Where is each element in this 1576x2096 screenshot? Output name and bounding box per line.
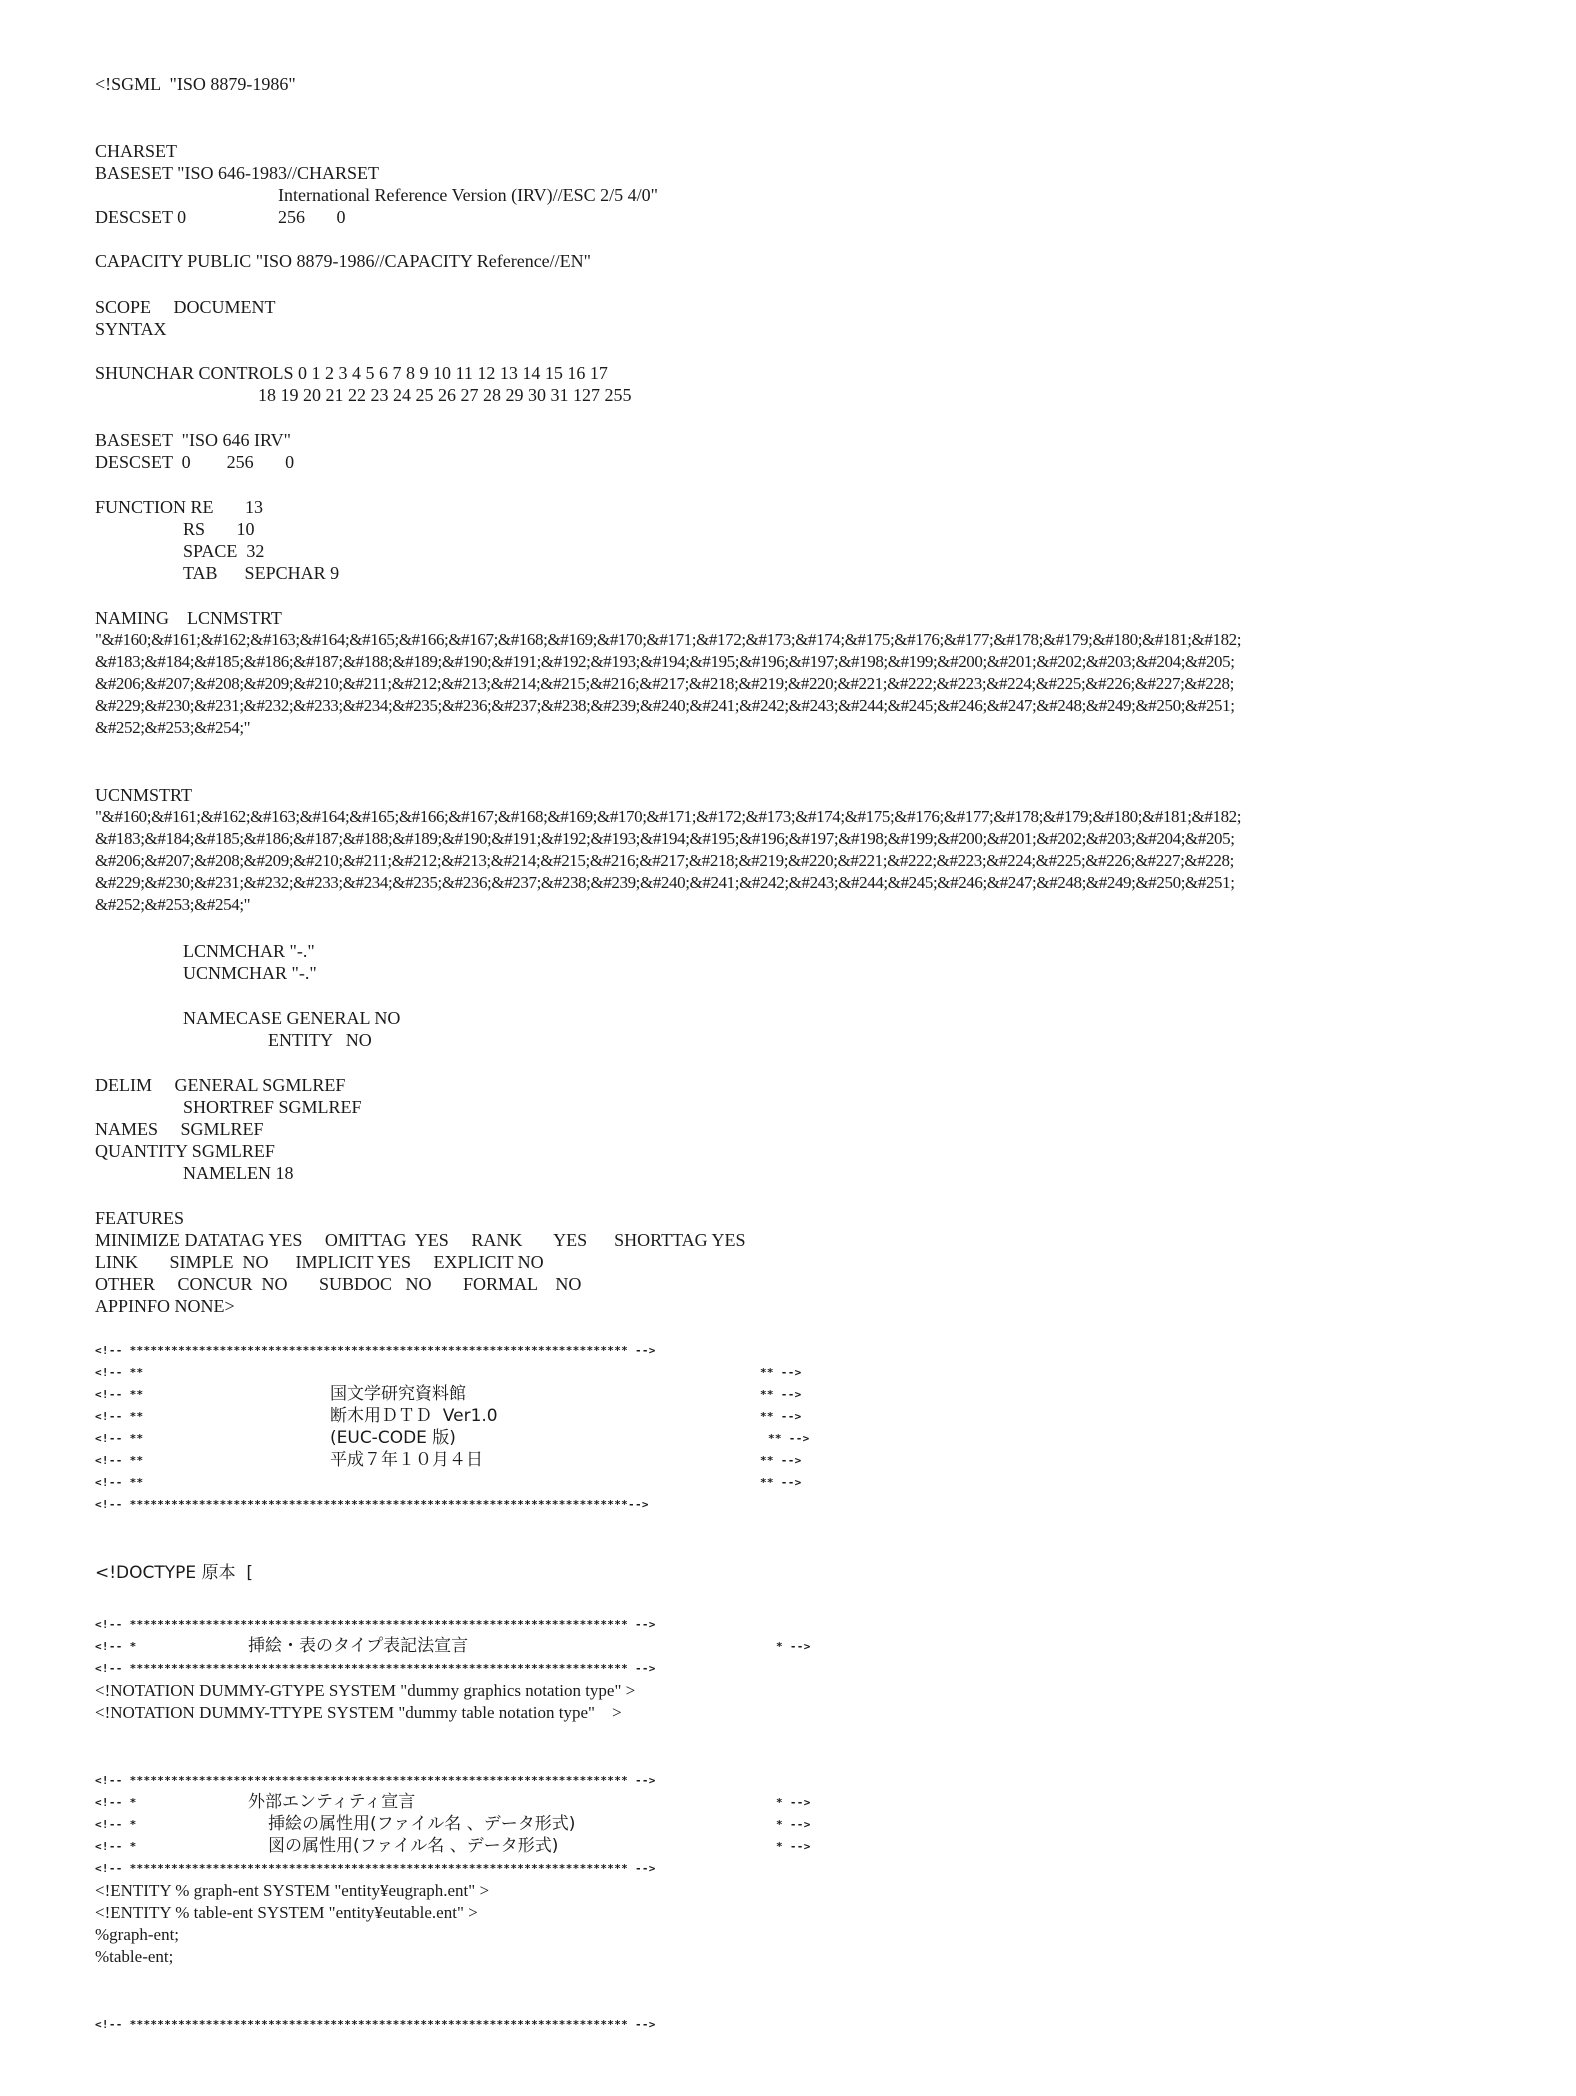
descset-values: 256 0: [278, 207, 346, 227]
entity-border-top: <!-- ************************************************************************ -->: [95, 1774, 656, 1787]
syntax-line: SYNTAX: [95, 319, 167, 339]
entity-title: 外部エンティティ宣言: [248, 1792, 416, 1812]
header-row-prefix: <!-- **: [95, 1476, 144, 1489]
lcnmstrt-row: &#183;&#184;&#185;&#186;&#187;&#188;&#189;&#190;&#191;&#192;&#193;&#194;&#195;&#196;&#197;&#198;&#199;&#200;&#201;&#202;&#203;&#204;&#205;: [95, 652, 1235, 671]
header-row-suffix: ** -->: [760, 1366, 802, 1379]
entity-graph-decl: <!ENTITY % graph-ent SYSTEM "entity¥eugraph.ent" >: [95, 1881, 490, 1900]
shortref-line: SHORTREF SGMLREF: [183, 1097, 362, 1117]
notation-row-prefix: <!-- *: [95, 1640, 137, 1653]
ucnmstrt-line: UCNMSTRT: [95, 785, 192, 805]
header-row-suffix: ** -->: [760, 1410, 802, 1423]
entity-item-figure: 図の属性用(ファイル名 、データ形式): [268, 1836, 559, 1856]
lcnmstrt-row: &#252;&#253;&#254;": [95, 718, 251, 737]
entity-graph-ref: %graph-ent;: [95, 1925, 180, 1944]
header-code: (EUC-CODE 版): [330, 1428, 456, 1448]
lcnmstrt-row: &#206;&#207;&#208;&#209;&#210;&#211;&#212;&#213;&#214;&#215;&#216;&#217;&#218;&#219;&#220;&#221;&#222;&#223;&#224;&#225;&#226;&#227;&#228;: [95, 674, 1234, 693]
final-border: <!-- ************************************************************************ -->: [95, 2018, 656, 2031]
ucnmstrt-row: &#206;&#207;&#208;&#209;&#210;&#211;&#212;&#213;&#214;&#215;&#216;&#217;&#218;&#219;&#220;&#221;&#222;&#223;&#224;&#225;&#226;&#227;&#228;: [95, 851, 1234, 870]
link-line: LINK SIMPLE NO IMPLICIT YES EXPLICIT NO: [95, 1252, 544, 1272]
naming-line: NAMING LCNMSTRT: [95, 608, 282, 628]
ucnmstrt-row: &#183;&#184;&#185;&#186;&#187;&#188;&#189;&#190;&#191;&#192;&#193;&#194;&#195;&#196;&#197;&#198;&#199;&#200;&#201;&#202;&#203;&#204;&#205;: [95, 829, 1235, 848]
descset-line: DESCSET 0: [95, 207, 187, 227]
delim-line: DELIM GENERAL SGMLREF: [95, 1075, 346, 1095]
header-row-prefix: <!-- **: [95, 1454, 144, 1467]
scope-line: SCOPE DOCUMENT: [95, 297, 276, 317]
lcnmchar-line: LCNMCHAR "-.": [183, 941, 315, 961]
header-row-prefix: <!-- **: [95, 1410, 144, 1423]
doctype-line: <!DOCTYPE 原本 [: [95, 1563, 254, 1583]
entity-row-prefix: <!-- *: [95, 1840, 137, 1853]
entity-item-graph: 挿絵の属性用(ファイル名 、データ形式): [268, 1814, 576, 1834]
charset-line: CHARSET: [95, 141, 178, 161]
minimize-line: MINIMIZE DATATAG YES OMITTAG YES RANK YES SHORTTAG YES: [95, 1230, 746, 1250]
entity-row-suffix: * -->: [776, 1818, 811, 1831]
notation-row-suffix: * -->: [776, 1640, 811, 1653]
entity-row-suffix: * -->: [776, 1840, 811, 1853]
header-row-prefix: <!-- **: [95, 1366, 144, 1379]
header-border-bottom: <!-- ************************************************************************-->: [95, 1498, 649, 1511]
notation-border-top: <!-- ************************************************************************ -->: [95, 1618, 656, 1631]
baseset-line: BASESET "ISO 646-1983//CHARSET: [95, 163, 380, 183]
entity-row-prefix: <!-- *: [95, 1818, 137, 1831]
function-tab: TAB SEPCHAR 9: [183, 563, 340, 583]
header-date: 平成７年１０月４日: [330, 1450, 483, 1470]
header-dtd: 断木用ＤＴＤ Ver1.0: [330, 1406, 498, 1426]
sgml-open: <!SGML "ISO 8879-1986": [95, 74, 296, 94]
capacity-line: CAPACITY PUBLIC "ISO 8879-1986//CAPACITY Reference//EN": [95, 251, 592, 271]
shunchar-line: SHUNCHAR CONTROLS 0 1 2 3 4 5 6 7 8 9 10 11 12 13 14 15 16 17: [95, 363, 608, 383]
lcnmstrt-row: "&#160;&#161;&#162;&#163;&#164;&#165;&#166;&#167;&#168;&#169;&#170;&#171;&#172;&#173;&#174;&#175;&#176;&#177;&#178;&#179;&#180;&#181;&#182;: [95, 630, 1242, 649]
features-line: FEATURES: [95, 1208, 185, 1228]
function-space: SPACE 32: [183, 541, 265, 561]
namecase-line: NAMECASE GENERAL NO: [183, 1008, 401, 1028]
other-line: OTHER CONCUR NO SUBDOC NO FORMAL NO: [95, 1274, 582, 1294]
ucnmstrt-row: &#252;&#253;&#254;": [95, 895, 251, 914]
header-row-prefix: <!-- **: [95, 1432, 144, 1445]
function-rs: RS 10: [183, 519, 255, 539]
ucnmstrt-row: "&#160;&#161;&#162;&#163;&#164;&#165;&#166;&#167;&#168;&#169;&#170;&#171;&#172;&#173;&#174;&#175;&#176;&#177;&#178;&#179;&#180;&#181;&#182;: [95, 807, 1242, 826]
header-row-suffix: ** -->: [760, 1476, 802, 1489]
descset-irv: DESCSET 0 256 0: [95, 452, 295, 472]
header-row-prefix: <!-- **: [95, 1388, 144, 1401]
notation-border-bottom: <!-- ************************************************************************ -->: [95, 1662, 656, 1675]
entity-table-ref: %table-ent;: [95, 1947, 174, 1966]
notation-gtype: <!NOTATION DUMMY-GTYPE SYSTEM "dummy graphics notation type" >: [95, 1681, 636, 1700]
names-line: NAMES SGMLREF: [95, 1119, 264, 1139]
entity-table-decl: <!ENTITY % table-ent SYSTEM "entity¥eutable.ent" >: [95, 1903, 478, 1922]
entity-row-suffix: * -->: [776, 1796, 811, 1809]
shunchar-cont-line: 18 19 20 21 22 23 24 25 26 27 28 29 30 31 127 255: [258, 385, 632, 405]
quantity-line: QUANTITY SGMLREF: [95, 1141, 275, 1161]
baseset-irv: BASESET "ISO 646 IRV": [95, 430, 291, 450]
baseset-irv-line: International Reference Version (IRV)//ESC 2/5 4/0": [278, 185, 658, 205]
appinfo-line: APPINFO NONE>: [95, 1296, 235, 1316]
namecase-entity-line: ENTITY NO: [268, 1030, 372, 1050]
namelen-line: NAMELEN 18: [183, 1163, 294, 1183]
header-row-suffix: ** -->: [760, 1454, 802, 1467]
lcnmstrt-row: &#229;&#230;&#231;&#232;&#233;&#234;&#235;&#236;&#237;&#238;&#239;&#240;&#241;&#242;&#243;&#244;&#245;&#246;&#247;&#248;&#249;&#250;&#251;: [95, 696, 1235, 715]
header-row-suffix: ** -->: [768, 1432, 810, 1445]
header-row-suffix: ** -->: [760, 1388, 802, 1401]
notation-ttype: <!NOTATION DUMMY-TTYPE SYSTEM "dummy table notation type" >: [95, 1703, 622, 1722]
function-re: FUNCTION RE 13: [95, 497, 264, 517]
notation-title: 挿絵・表のタイプ表記法宣言: [248, 1636, 469, 1656]
entity-row-prefix: <!-- *: [95, 1796, 137, 1809]
ucnmchar-line: UCNMCHAR "-.": [183, 963, 317, 983]
entity-border-bottom: <!-- ************************************************************************ -->: [95, 1862, 656, 1875]
ucnmstrt-row: &#229;&#230;&#231;&#232;&#233;&#234;&#235;&#236;&#237;&#238;&#239;&#240;&#241;&#242;&#243;&#244;&#245;&#246;&#247;&#248;&#249;&#250;&#251;: [95, 873, 1235, 892]
header-border-top: <!-- ************************************************************************ -->: [95, 1344, 656, 1357]
header-org: 国文学研究資料館: [330, 1384, 466, 1404]
